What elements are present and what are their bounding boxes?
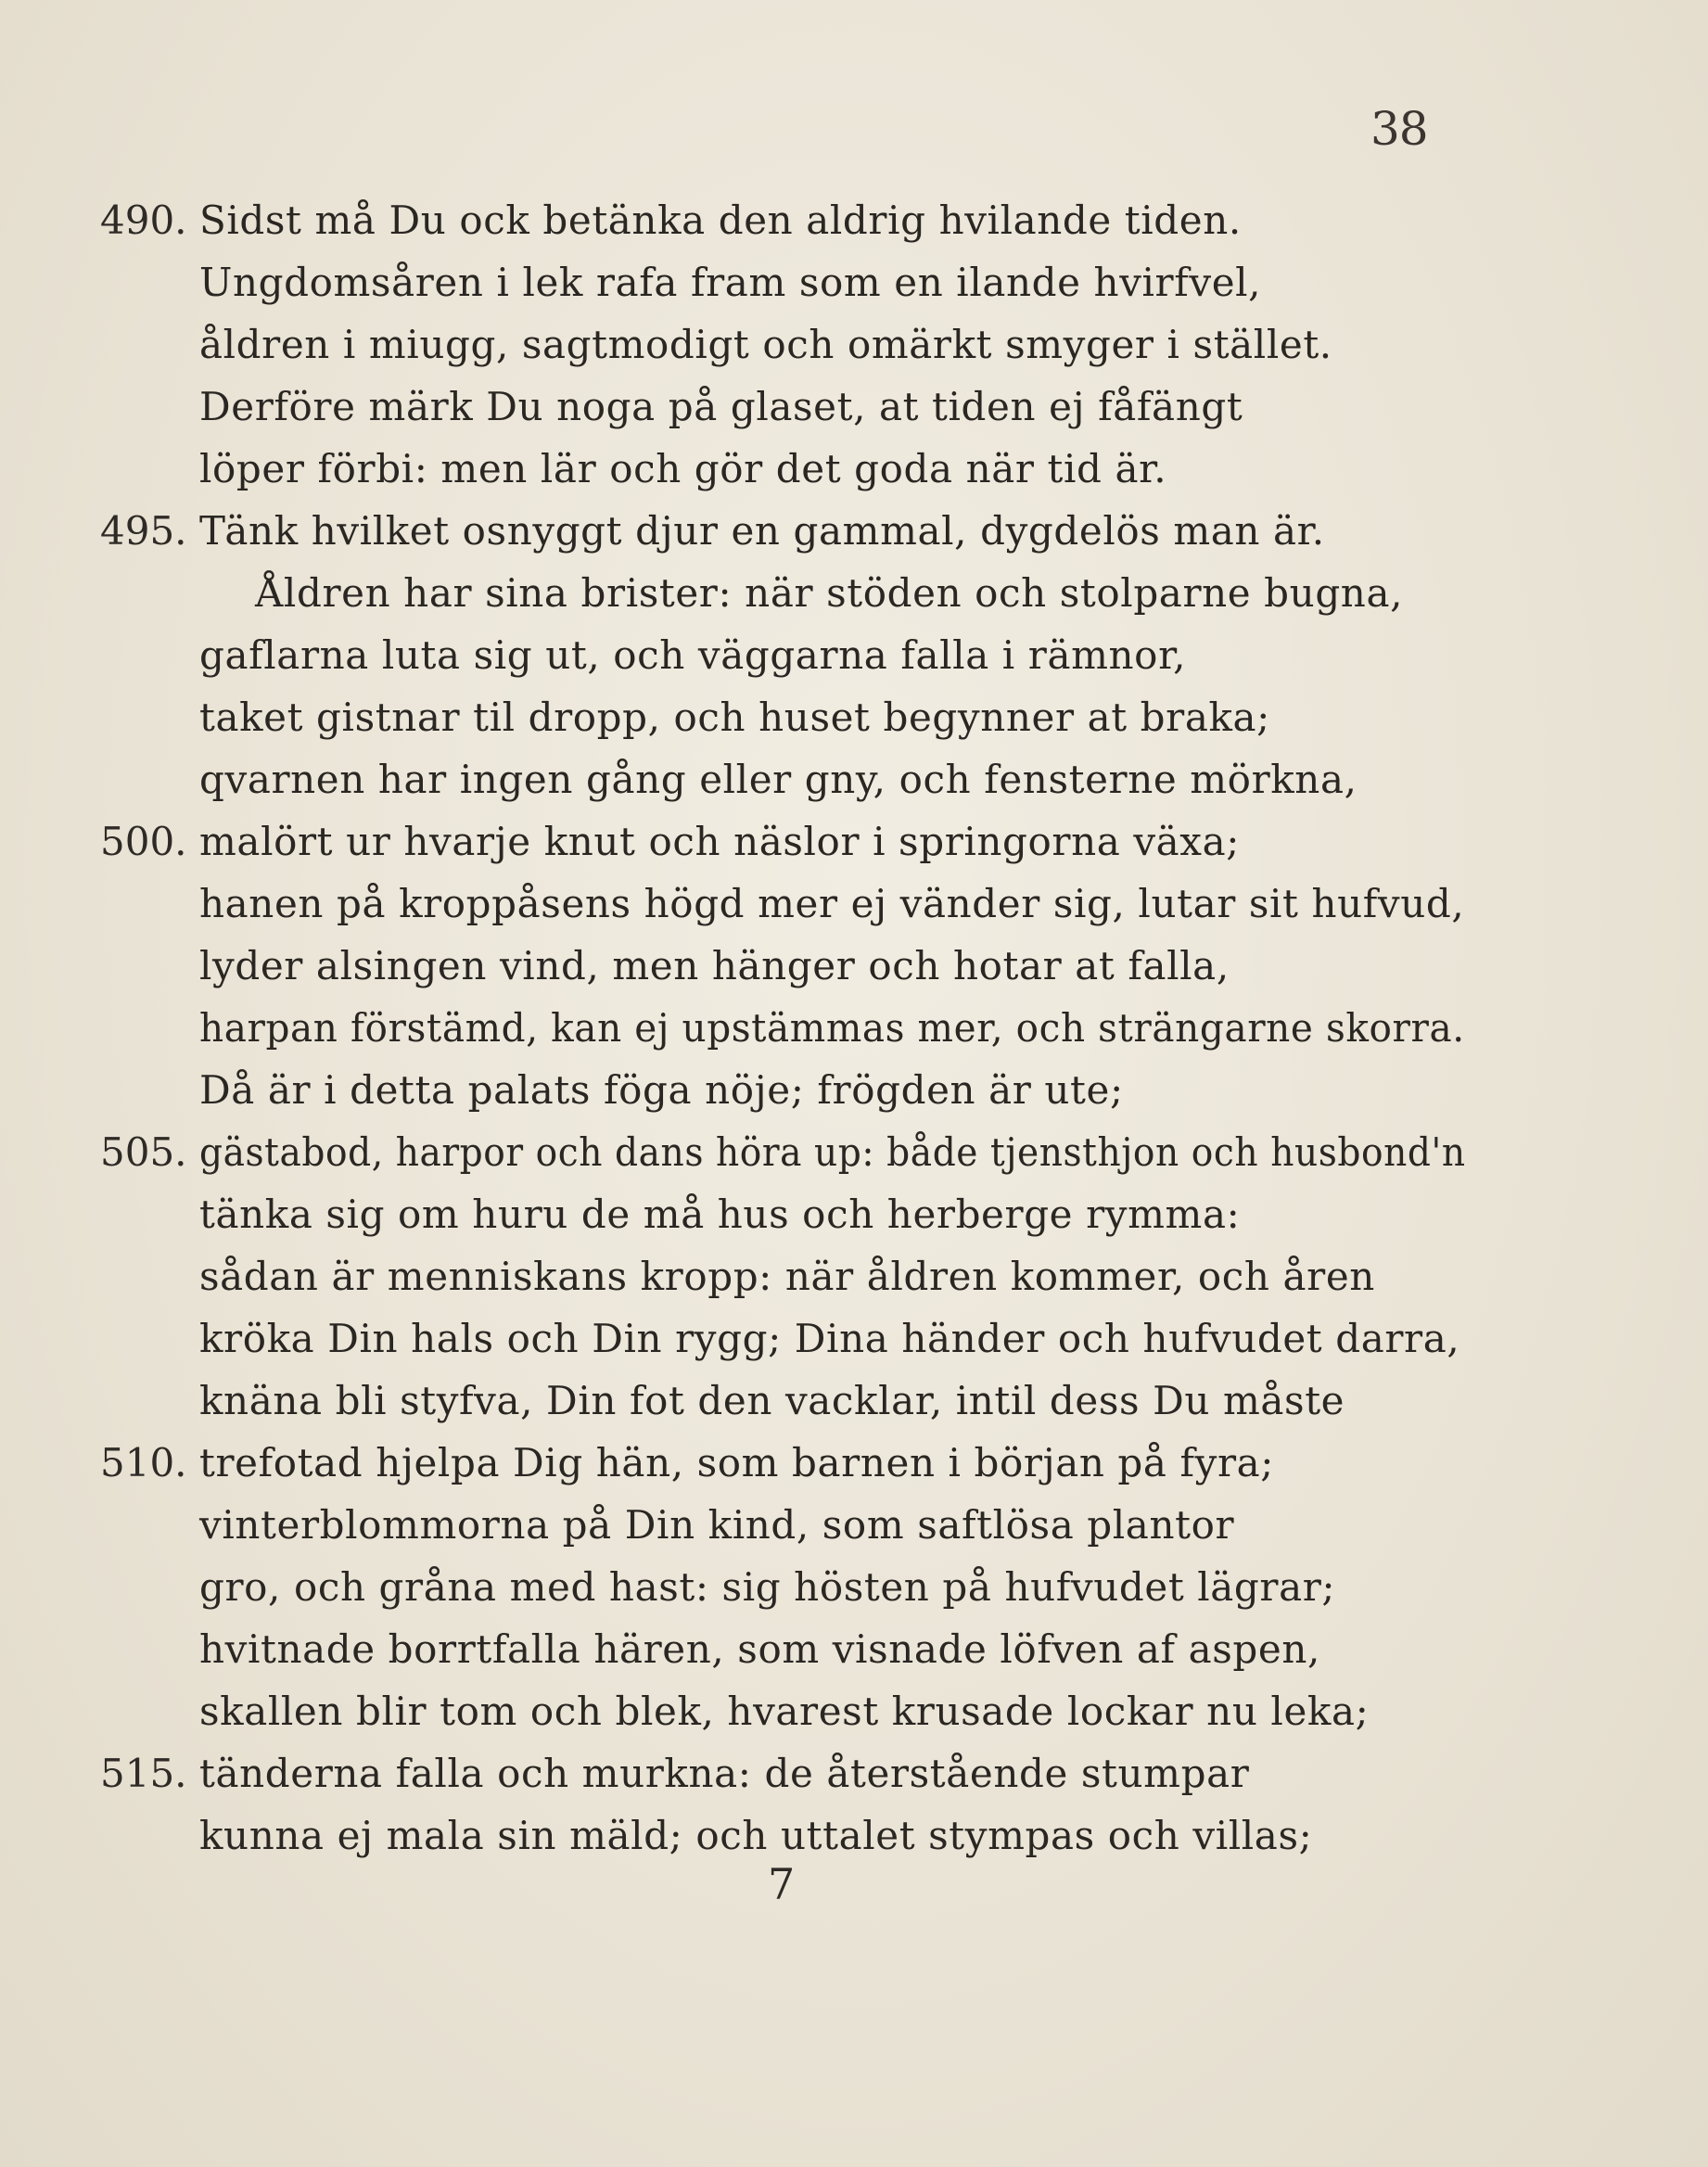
line-text: tänka sig om huru de må hus och herberge rymma: [199,1192,1241,1237]
line-text: kunna ej mala sin mäld; och uttalet stympas och villas; [199,1813,1313,1858]
poem-line [0,810,1708,873]
poem-line [0,686,1708,748]
line-number: 500. [100,819,187,864]
line-text: löper förbi: men lär och gör det goda när tid är. [199,446,1167,491]
poem-line [0,1742,1708,1804]
poem-line [0,1245,1708,1307]
line-text: Då är i detta palats föga nöje; frögden är ute; [199,1067,1124,1113]
line-text: hanen på kroppåsens högd mer ej vänder sig, lutar sit hufvud, [199,881,1465,926]
line-text: gro, och gråna med hast: sig hösten på hufvudet lägrar; [199,1564,1336,1610]
line-text: gästabod, harpor och dans höra up: både tjensthjon och husbond'n [199,1129,1466,1175]
line-text: trefotad hjelpa Dig hän, som barnen i början på fyra; [199,1440,1275,1485]
line-text: Derföre märk Du noga på glaset, at tiden ej fåfängt [199,384,1243,429]
poem-line [0,1680,1708,1742]
poem-line [0,562,1708,624]
poem-line [0,1121,1708,1183]
poem-line [0,251,1708,313]
poem-line [0,313,1708,376]
poem-line [0,1370,1708,1432]
line-text: harpan förstämd, kan ej upstämmas mer, och strängarne skorra. [199,1005,1465,1051]
poem-line [0,1432,1708,1494]
poem-line [0,1494,1708,1556]
line-text: Åldren har sina brister: när stöden och stolparne bugna, [255,570,1404,616]
line-text: tänderna falla och murkna: de återstående stumpar [199,1751,1250,1796]
line-number: 505. [100,1129,187,1175]
line-number: 495. [100,508,187,554]
poem-line [0,1307,1708,1370]
line-text: kröka Din hals och Din rygg; Dina händer och hufvudet darra, [199,1316,1460,1361]
line-text: skallen blir tom och blek, hvarest krusade lockar nu leka; [199,1689,1370,1734]
poem-line [0,438,1708,500]
page-number: 38 [1370,102,1428,156]
line-text: Tänk hvilket osnyggt djur en gammal, dygdelös man är. [199,508,1325,554]
poem-text-block [0,189,1708,1867]
signature-mark: 7 [768,1859,796,1909]
line-number: 510. [100,1440,187,1485]
poem-line [0,1183,1708,1245]
line-number: 515. [100,1751,187,1796]
line-text: åldren i miugg, sagtmodigt och omärkt smyger i stället. [199,322,1332,367]
line-text: Ungdomsåren i lek rafa fram som en ilande hvirfvel, [199,260,1262,305]
poem-line [0,1804,1708,1867]
line-text: sådan är menniskans kropp: när åldren kommer, och åren [199,1254,1375,1299]
line-text: gaflarna luta sig ut, och väggarna falla i rämnor, [199,632,1187,678]
poem-line [0,624,1708,686]
line-text: knäna bli styfva, Din fot den vacklar, intil dess Du måste [199,1378,1345,1423]
line-text: taket gistnar til dropp, och huset begynner at braka; [199,695,1270,740]
poem-line [0,1059,1708,1121]
line-text: vinterblommorna på Din kind, som saftlösa plantor [199,1502,1235,1548]
poem-line [0,500,1708,562]
line-text: lyder alsingen vind, men hänger och hotar at falla, [199,943,1230,988]
poem-line [0,1618,1708,1680]
poem-line [0,189,1708,251]
line-text: Sidst må Du ock betänka den aldrig hvilande tiden. [199,198,1242,243]
line-number: 490. [100,198,187,243]
line-text: hvitnade borrtfalla hären, som visnade löfven af aspen, [199,1626,1320,1672]
poem-line [0,1556,1708,1618]
poem-line [0,873,1708,935]
poem-line [0,376,1708,438]
poem-line [0,935,1708,997]
line-text: qvarnen har ingen gång eller gny, och fensterne mörkna, [199,757,1357,802]
poem-line [0,997,1708,1059]
line-text: malört ur hvarje knut och näslor i springorna växa; [199,819,1240,864]
poem-line [0,748,1708,810]
